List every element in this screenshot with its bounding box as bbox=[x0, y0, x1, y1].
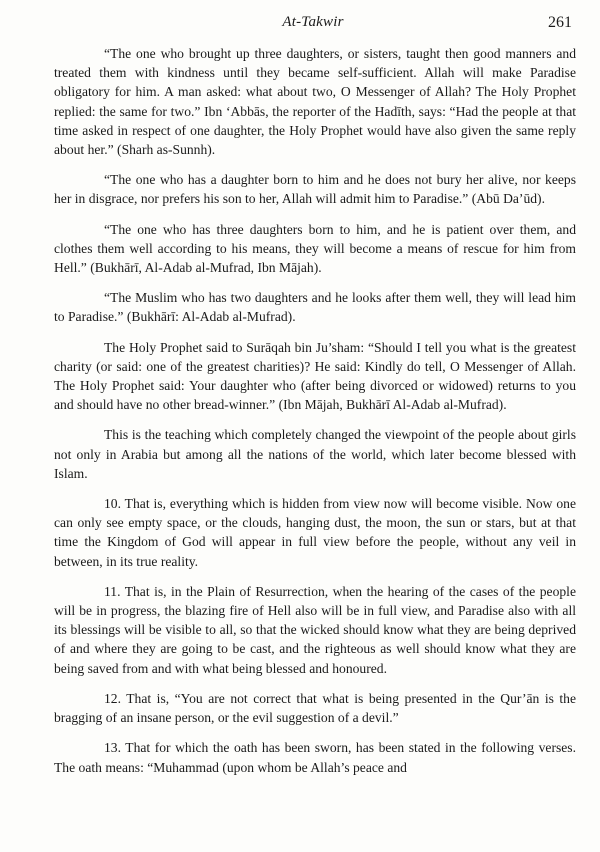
note-13: 13. That for which the oath has been sworn, has been stated in the following verses. The oath means: “Muhammad (upon whom be Allah’s peace and bbox=[54, 740, 576, 775]
page-header bbox=[54, 14, 572, 38]
body-text bbox=[54, 44, 576, 787]
running-title: At-Takwir bbox=[282, 14, 344, 30]
note-12: 12. That is, “You are not correct that what is being presented in the Qur’ān is the bragging of an insane person, or the evil suggestion of a devil.” bbox=[54, 690, 576, 726]
paragraph-hadith-daughter-born: “The one who has a daughter born to him and he does not bury her alive, nor keeps her in disgrace, nor prefers his son to her, Allah will admit him to Paradise.” (Abū Da’ūd). bbox=[54, 172, 576, 207]
paragraph-hadith-three-daughters: “The one who brought up three daughters, or sisters, taught then good manners and treated them with kindness until they became self-sufficient. Allah will make Paradise obligatory for him. A man asked: what about two, O Messenger of Allah? The Holy Prophet replied: the same for two.” Ibn ‘Abbās, the reporter of the Hadīth, says: “Had the people at that time asked in respect of one daughter, the Holy Prophet would have also given the same reply about her.” (Sharh as-Sunnh). bbox=[54, 46, 576, 158]
paragraph-greatest-charity: The Holy Prophet said to Surāqah bin Ju’sham: “Should I tell you what is the greatest charity (or said: one of the greatest charities)? He said: Kindly do tell, O Messenger of Allah. The Holy Prophet said: Your daughter who (after being divorced or widowed) returns to you and should have no other bread-winner.” (Ibn Mājah, Bukhārī Al-Adab al-Mufrad). bbox=[54, 339, 576, 413]
paragraph-hadith-two-daughters: “The Muslim who has two daughters and he looks after them well, they will lead him to Paradise.” (Bukhārī: Al-Adab al-Mufrad). bbox=[54, 290, 576, 325]
note-11: 11. That is, in the Plain of Resurrection, when the hearing of the cases of the people will be in progress, the blazing fire of Hell also will be in full view, and Paradise also with all its blessings will be visible to all, so that the wicked should know what they are being deprived of and where they are going to be cast, and the righteous as well should know what they are being saved from and with what being blessed and honoured. bbox=[54, 583, 576, 676]
paragraph-teaching: This is the teaching which completely changed the viewpoint of the people about girls not only in Arabia but among all the nations of the world, which later become blessed with Islam. bbox=[54, 427, 576, 481]
note-10: 10. That is, everything which is hidden from view now will become visible. Now one can only see empty space, or the clouds, hanging dust, the moon, the sun or stars, but at that time the Kingdom of God will appear in full view before the people, without any veil in between, in its true reality. bbox=[54, 496, 576, 569]
page-number: 261 bbox=[548, 14, 572, 31]
paragraph-hadith-patient: “The one who has three daughters born to him, and he is patient over them, and clothes them well according to his means, they will become a means of rescue for him from Hell.” (Bukhārī, Al-Adab al-Mufrad, Ibn Mājah). bbox=[54, 221, 576, 276]
